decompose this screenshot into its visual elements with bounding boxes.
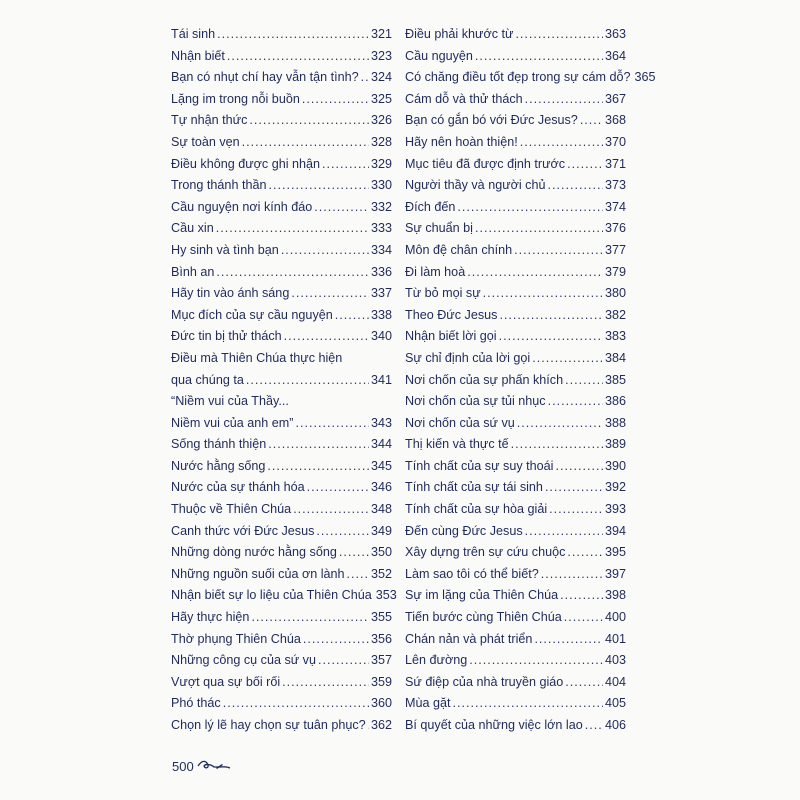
toc-entry bbox=[171, 693, 392, 715]
toc-entry-page: 380 bbox=[604, 286, 626, 301]
toc-entry bbox=[171, 283, 392, 305]
dot-leader bbox=[549, 499, 603, 521]
toc-entry-page: 403 bbox=[604, 653, 626, 668]
toc-entry-page: 360 bbox=[370, 696, 392, 711]
toc-entry bbox=[171, 46, 392, 68]
toc-entry-title: Theo Đức Jesus bbox=[405, 307, 498, 322]
dot-leader bbox=[580, 110, 603, 132]
dot-leader bbox=[291, 283, 369, 305]
toc-entry-page: 395 bbox=[604, 545, 626, 560]
toc-entry bbox=[171, 262, 392, 284]
dot-leader bbox=[293, 499, 369, 521]
toc-entry-page: 340 bbox=[370, 329, 392, 344]
toc-entry-title: Tái sinh bbox=[171, 27, 216, 41]
page-footer bbox=[172, 757, 232, 776]
dot-leader bbox=[525, 521, 603, 543]
toc-entry-page: 341 bbox=[370, 372, 392, 387]
toc-entry-page: 350 bbox=[370, 545, 392, 560]
toc-entry-title: Vượt qua sự bối rối bbox=[171, 674, 281, 689]
toc-entry-page: 383 bbox=[604, 329, 626, 344]
toc-entry-title: Đức tin bị thử thách bbox=[171, 329, 282, 344]
toc-entry-title: Sự chuẩn bị bbox=[405, 221, 473, 236]
toc-entry-page: 390 bbox=[604, 458, 626, 473]
toc-entry bbox=[171, 110, 392, 132]
toc-entry-page: 389 bbox=[604, 437, 626, 452]
toc-entry-page: 359 bbox=[370, 674, 392, 689]
dot-leader bbox=[548, 391, 603, 413]
toc-entry bbox=[405, 67, 656, 89]
toc-entry-page: 382 bbox=[604, 307, 626, 322]
toc-entry-title: Cám dỗ và thử thách bbox=[405, 91, 523, 106]
toc-entry-title-continued: qua chúng ta bbox=[171, 372, 244, 387]
toc-entry-title: Bí quyết của những việc lớn lao bbox=[405, 718, 583, 732]
toc-entry-page: 349 bbox=[370, 523, 392, 538]
toc-entry-page: 376 bbox=[604, 221, 626, 236]
toc-entry bbox=[405, 24, 626, 46]
dot-leader bbox=[316, 521, 369, 543]
dot-leader bbox=[453, 693, 603, 715]
dot-leader bbox=[483, 283, 603, 305]
toc-entry-title: Người thầy và người chủ bbox=[405, 178, 546, 193]
toc-entry bbox=[405, 218, 626, 240]
toc-entry bbox=[171, 715, 392, 737]
dot-leader bbox=[565, 672, 603, 694]
dot-leader bbox=[307, 477, 369, 499]
toc-entry bbox=[171, 434, 392, 456]
toc-entry bbox=[405, 283, 626, 305]
toc-entry-page: 352 bbox=[370, 566, 392, 581]
toc-entry-page: 379 bbox=[604, 264, 626, 279]
dot-leader bbox=[560, 585, 603, 607]
toc-entry-title: Những công cụ của sứ vụ bbox=[171, 653, 316, 668]
toc-entry bbox=[171, 154, 392, 176]
toc-entry bbox=[171, 175, 392, 197]
toc-entry-title: Trong thánh thần bbox=[171, 178, 267, 193]
dot-leader bbox=[281, 240, 369, 262]
toc-entry-page: 321 bbox=[370, 27, 392, 41]
toc-entry bbox=[171, 499, 392, 521]
dot-leader bbox=[541, 564, 603, 586]
toc-entry-page: 367 bbox=[604, 91, 626, 106]
toc-entry bbox=[405, 175, 626, 197]
dot-leader bbox=[335, 305, 369, 327]
toc-entry-page: 373 bbox=[604, 178, 626, 193]
toc-entry-title: Hy sinh và tình bạn bbox=[171, 242, 279, 257]
toc-entry-page: 329 bbox=[370, 156, 392, 171]
toc-entry-page: 324 bbox=[370, 70, 392, 85]
toc-entry-page: 393 bbox=[604, 502, 626, 517]
toc-entry-title: Điều phải khước từ bbox=[405, 27, 514, 41]
dot-leader bbox=[246, 370, 369, 392]
toc-entry-title: Đến cùng Đức Jesus bbox=[405, 523, 523, 538]
dot-leader bbox=[322, 154, 369, 176]
toc-entry-page: 377 bbox=[604, 242, 626, 257]
toc-entry-title: Nơi chốn của sự tủi nhục bbox=[405, 394, 546, 409]
dot-leader bbox=[216, 262, 369, 284]
toc-entry bbox=[171, 240, 392, 262]
toc-entry bbox=[405, 413, 626, 435]
toc-entry-page: 357 bbox=[370, 653, 392, 668]
toc-entry bbox=[405, 326, 626, 348]
dot-leader bbox=[515, 24, 603, 46]
toc-entry bbox=[405, 197, 626, 219]
toc-entry bbox=[405, 46, 626, 68]
dot-leader bbox=[555, 456, 603, 478]
dot-leader bbox=[361, 67, 369, 89]
toc-entry-title: Đích đến bbox=[405, 199, 456, 214]
toc-entry bbox=[405, 499, 626, 521]
dot-leader bbox=[469, 650, 603, 672]
toc-entry bbox=[405, 521, 626, 543]
toc-entry bbox=[171, 542, 392, 564]
dot-leader bbox=[517, 413, 603, 435]
dot-leader bbox=[302, 89, 369, 111]
toc-entry bbox=[405, 434, 626, 456]
toc-entry-page: 374 bbox=[604, 199, 626, 214]
quill-ornament-icon bbox=[196, 757, 232, 776]
toc-entry-title: Nhận biết sự lo liệu của Thiên Chúa bbox=[171, 588, 372, 603]
toc-entry-page: 364 bbox=[604, 48, 626, 63]
dot-leader bbox=[520, 132, 603, 154]
dot-leader bbox=[303, 629, 369, 651]
toc-entry-title: Cầu xin bbox=[171, 221, 214, 236]
dot-leader bbox=[567, 154, 603, 176]
dot-leader bbox=[499, 305, 603, 327]
dot-leader bbox=[268, 175, 369, 197]
toc-entry-page: 344 bbox=[370, 437, 392, 452]
toc-entry-title: Lên đường bbox=[405, 653, 468, 668]
toc-entry-page: 326 bbox=[370, 113, 392, 128]
toc-entry-title: Thị kiến và thực tế bbox=[405, 437, 509, 452]
toc-entry-page: 368 bbox=[604, 113, 626, 128]
dot-leader bbox=[475, 46, 603, 68]
toc-entry-title: Thờ phụng Thiên Chúa bbox=[171, 631, 301, 646]
toc-entry-title: Tự nhận thức bbox=[171, 113, 248, 128]
dot-leader bbox=[339, 542, 369, 564]
toc-entry-page: 356 bbox=[370, 631, 392, 646]
toc-entry-page: 353 bbox=[375, 588, 397, 603]
toc-entry bbox=[171, 650, 392, 672]
toc-entry-title: Tính chất của sự tái sinh bbox=[405, 480, 543, 495]
toc-entry-page: 355 bbox=[370, 610, 392, 625]
toc-entry-page: 346 bbox=[370, 480, 392, 495]
toc-entry-title: Sự im lặng của Thiên Chúa bbox=[405, 588, 559, 603]
toc-entry-page: 363 bbox=[604, 27, 626, 41]
toc-entry bbox=[171, 24, 392, 46]
toc-entry-page: 365 bbox=[634, 70, 656, 85]
toc-entry-title: Mục đích của sự cầu nguyện bbox=[171, 307, 333, 322]
dot-leader bbox=[296, 413, 369, 435]
toc-entry bbox=[405, 348, 626, 370]
toc-entry bbox=[405, 542, 626, 564]
toc-entry-page: 385 bbox=[604, 372, 626, 387]
toc-entry-title: Chán nản và phát triển bbox=[405, 631, 533, 646]
dot-leader bbox=[242, 132, 369, 154]
toc-entry-title: Tính chất của sự hòa giải bbox=[405, 502, 548, 517]
dot-leader bbox=[227, 46, 369, 68]
toc-entry bbox=[171, 672, 392, 694]
toc-entry bbox=[405, 89, 626, 111]
toc-entry-title: Những nguồn suối của ơn lành bbox=[171, 566, 345, 581]
toc-entry bbox=[171, 132, 392, 154]
toc-entry-page: 325 bbox=[370, 91, 392, 106]
dot-leader bbox=[249, 110, 369, 132]
dot-leader bbox=[457, 197, 603, 219]
toc-entry bbox=[405, 585, 626, 607]
toc-entry-page: 397 bbox=[604, 566, 626, 581]
toc-entry bbox=[405, 629, 626, 651]
toc-entry bbox=[405, 672, 626, 694]
toc-entry-title: Tiến bước cùng Thiên Chúa bbox=[405, 610, 562, 625]
toc-right-column bbox=[405, 24, 656, 737]
toc-entry-page: 336 bbox=[370, 264, 392, 279]
toc-entry-page: 337 bbox=[370, 286, 392, 301]
page-number: 500 bbox=[172, 759, 194, 774]
dot-leader bbox=[525, 89, 603, 111]
toc-entry-page: 332 bbox=[370, 199, 392, 214]
toc-entry-title-continued: Niềm vui của anh em” bbox=[171, 415, 294, 430]
toc-entry-title: Bình an bbox=[171, 264, 215, 279]
dot-leader bbox=[223, 693, 369, 715]
dot-leader bbox=[514, 240, 603, 262]
toc-entry-page: 348 bbox=[370, 502, 392, 517]
toc-entry-title: Từ bỏ mọi sự bbox=[405, 286, 481, 301]
toc-entry-page: 405 bbox=[604, 696, 626, 711]
toc-entry-title: Những dòng nước hằng sống bbox=[171, 545, 337, 560]
toc-entry-title: Phó thác bbox=[171, 696, 221, 711]
toc-entry-title: Canh thức với Đức Jesus bbox=[171, 523, 315, 538]
toc-entry-title: Lặng im trong nỗi buồn bbox=[171, 91, 300, 106]
toc-entry bbox=[405, 715, 626, 737]
toc-entry-page: 334 bbox=[370, 242, 392, 257]
toc-entry-title: Nhận biết bbox=[171, 48, 225, 63]
dot-leader bbox=[314, 197, 369, 219]
toc-entry-title: Điều không được ghi nhận bbox=[171, 156, 321, 171]
toc-entry-page: 362 bbox=[370, 718, 392, 732]
toc-entry-title: Điều mà Thiên Chúa thực hiện bbox=[171, 350, 343, 365]
toc-entry-page: 343 bbox=[370, 415, 392, 430]
toc-entry-page: 371 bbox=[604, 156, 626, 171]
dot-leader bbox=[565, 370, 603, 392]
toc-entry-page: 330 bbox=[370, 178, 392, 193]
toc-entry bbox=[405, 564, 626, 586]
dot-leader bbox=[564, 607, 603, 629]
toc-entry-page: 404 bbox=[604, 674, 626, 689]
toc-entry bbox=[171, 348, 392, 391]
toc-entry-title: Nhận biết lời gọi bbox=[405, 329, 497, 344]
toc-entry bbox=[405, 391, 626, 413]
dot-leader bbox=[368, 715, 369, 737]
toc-entry-title: Tính chất của sự suy thoái bbox=[405, 458, 554, 473]
toc-entry bbox=[405, 240, 626, 262]
toc-entry-page: 328 bbox=[370, 134, 392, 149]
toc-entry-page: 388 bbox=[604, 415, 626, 430]
toc-entry bbox=[171, 391, 392, 434]
toc-entry-page: 392 bbox=[604, 480, 626, 495]
toc-entry-title: Nơi chốn của sự phấn khích bbox=[405, 372, 564, 387]
toc-left-column bbox=[171, 24, 397, 737]
toc-entry bbox=[405, 693, 626, 715]
dot-leader bbox=[548, 175, 603, 197]
toc-entry bbox=[171, 197, 392, 219]
toc-entry-page: 406 bbox=[604, 718, 626, 732]
dot-leader bbox=[284, 326, 369, 348]
toc-entry-page: 338 bbox=[370, 307, 392, 322]
toc-entry-title: Nơi chốn của sứ vụ bbox=[405, 415, 515, 430]
toc-entry-page: 386 bbox=[604, 394, 626, 409]
dot-leader bbox=[545, 477, 603, 499]
dot-leader bbox=[585, 715, 603, 737]
dot-leader bbox=[511, 434, 603, 456]
toc-entry-title: Sứ điệp của nhà truyền giáo bbox=[405, 674, 564, 689]
toc-entry-page: 401 bbox=[604, 631, 626, 646]
toc-entry bbox=[171, 585, 397, 607]
dot-leader bbox=[318, 650, 369, 672]
toc-entry bbox=[171, 67, 392, 89]
dot-leader bbox=[467, 262, 603, 284]
toc-entry-title: Bạn có gắn bó với Đức Jesus? bbox=[405, 113, 578, 128]
toc-entry-title: Nước hằng sống bbox=[171, 458, 266, 473]
toc-entry bbox=[171, 477, 392, 499]
toc-entry-page: 333 bbox=[370, 221, 392, 236]
toc-entry-title: Làm sao tôi có thể biết? bbox=[405, 566, 539, 581]
toc-entry-title: Sự toàn vẹn bbox=[171, 134, 240, 149]
dot-leader bbox=[499, 326, 603, 348]
toc-entry-title: Môn đệ chân chính bbox=[405, 242, 513, 257]
toc-entry-page: 370 bbox=[604, 134, 626, 149]
toc-entry-title: Cầu nguyện nơi kính đáo bbox=[171, 199, 313, 214]
toc-entry bbox=[405, 607, 626, 629]
toc-entry-title: “Niềm vui của Thầy... bbox=[171, 394, 289, 409]
toc-entry bbox=[405, 456, 626, 478]
toc-entry bbox=[405, 370, 626, 392]
toc-entry bbox=[405, 305, 626, 327]
toc-entry bbox=[171, 218, 392, 240]
toc-entry-page: 345 bbox=[370, 458, 392, 473]
toc-entry bbox=[171, 629, 392, 651]
toc-entry bbox=[171, 456, 392, 478]
toc-entry-title: Có chăng điều tốt đẹp trong sự cám dỗ? bbox=[405, 70, 631, 85]
toc-entry bbox=[171, 607, 392, 629]
toc-entry-title: Xây dựng trên sự cứu chuộc bbox=[405, 545, 566, 560]
toc-entry-title: Hãy nên hoàn thiện! bbox=[405, 134, 518, 149]
toc-entry-title: Sống thánh thiện bbox=[171, 437, 267, 452]
toc-entry-title: Nước của sự thánh hóa bbox=[171, 480, 305, 495]
toc-entry-title: Chọn lý lẽ hay chọn sự tuân phục? bbox=[171, 718, 366, 732]
dot-leader bbox=[251, 607, 369, 629]
dot-leader bbox=[267, 456, 369, 478]
toc-entry-page: 323 bbox=[370, 48, 392, 63]
toc-entry bbox=[171, 89, 392, 111]
toc-entry bbox=[171, 521, 392, 543]
dot-leader bbox=[268, 434, 369, 456]
toc-entry-title: Cầu nguyện bbox=[405, 48, 473, 63]
dot-leader bbox=[475, 218, 603, 240]
toc-entry bbox=[405, 132, 626, 154]
toc-entry bbox=[405, 477, 626, 499]
dot-leader bbox=[534, 629, 603, 651]
toc-entry bbox=[405, 154, 626, 176]
dot-leader bbox=[567, 542, 603, 564]
toc-entry-title: Bạn có nhụt chí hay vẫn tận tình? bbox=[171, 70, 359, 85]
toc-entry-title: Hãy thực hiện bbox=[171, 610, 250, 625]
toc-entry-title: Hãy tin vào ánh sáng bbox=[171, 286, 290, 301]
toc-entry-title: Sự chỉ định của lời gọi bbox=[405, 350, 531, 365]
toc-entry-title: Mùa gặt bbox=[405, 696, 451, 711]
toc-entry-title: Mục tiêu đã được định trước bbox=[405, 156, 566, 171]
toc-entry bbox=[405, 110, 626, 132]
toc-entry bbox=[171, 326, 392, 348]
dot-leader bbox=[532, 348, 603, 370]
toc-entry bbox=[405, 650, 626, 672]
toc-entry bbox=[171, 305, 392, 327]
dot-leader bbox=[282, 672, 369, 694]
toc-entry-page: 394 bbox=[604, 523, 626, 538]
toc-entry-page: 398 bbox=[604, 588, 626, 603]
toc-entry bbox=[171, 564, 392, 586]
toc-entry-title: Đi làm hoà bbox=[405, 264, 466, 279]
toc-entry bbox=[405, 262, 626, 284]
toc-entry-title: Thuộc về Thiên Chúa bbox=[171, 502, 292, 517]
dot-leader bbox=[217, 24, 369, 46]
dot-leader bbox=[347, 564, 369, 586]
toc-entry-page: 384 bbox=[604, 350, 626, 365]
dot-leader bbox=[216, 218, 369, 240]
toc-entry-page: 400 bbox=[604, 610, 626, 625]
